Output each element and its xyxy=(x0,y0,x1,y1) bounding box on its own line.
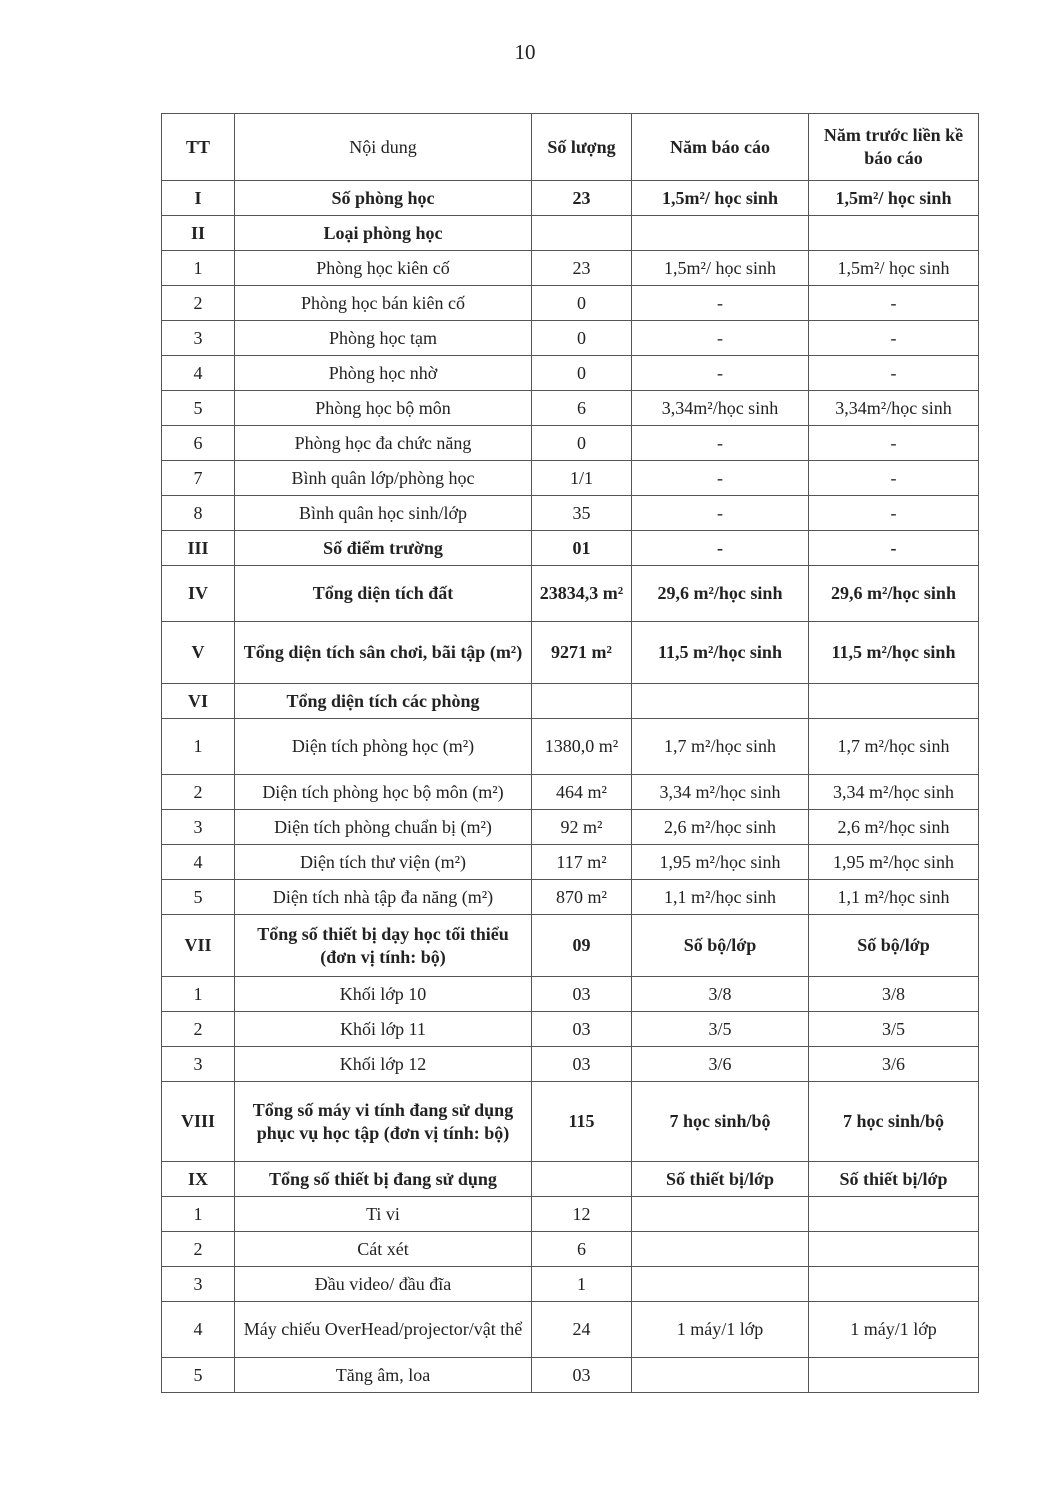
cell-report-year: - xyxy=(632,356,809,391)
table-row xyxy=(162,1267,979,1302)
cell-quantity: 12 xyxy=(532,1197,632,1232)
cell-tt: V xyxy=(162,622,235,684)
table-row xyxy=(162,915,979,977)
cell-previous-year: 2,6 m²/học sinh xyxy=(809,810,979,845)
cell-previous-year: Số thiết bị/lớp xyxy=(809,1162,979,1197)
cell-quantity: 03 xyxy=(532,977,632,1012)
header-content: Nội dung xyxy=(235,114,532,181)
cell-quantity xyxy=(532,684,632,719)
cell-content: Tổng số thiết bị đang sử dụng xyxy=(235,1162,532,1197)
header-report-year: Năm báo cáo xyxy=(632,114,809,181)
cell-quantity: 464 m² xyxy=(532,775,632,810)
cell-report-year: 11,5 m²/học sinh xyxy=(632,622,809,684)
cell-content: Phòng học bán kiên cố xyxy=(235,286,532,321)
table-row xyxy=(162,1358,979,1393)
cell-tt: 3 xyxy=(162,321,235,356)
table-row xyxy=(162,1197,979,1232)
header-quantity: Số lượng xyxy=(532,114,632,181)
cell-report-year: 3/6 xyxy=(632,1047,809,1082)
cell-tt: 5 xyxy=(162,880,235,915)
cell-quantity: 9271 m² xyxy=(532,622,632,684)
cell-report-year: 3/8 xyxy=(632,977,809,1012)
cell-report-year: 2,6 m²/học sinh xyxy=(632,810,809,845)
cell-previous-year: - xyxy=(809,321,979,356)
cell-tt: VII xyxy=(162,915,235,977)
table-row xyxy=(162,566,979,622)
cell-tt: I xyxy=(162,181,235,216)
cell-content: Phòng học nhờ xyxy=(235,356,532,391)
cell-content: Tổng số thiết bị dạy học tối thiểu (đơn vị tính: bộ) xyxy=(235,915,532,977)
cell-quantity: 117 m² xyxy=(532,845,632,880)
cell-tt: 6 xyxy=(162,426,235,461)
cell-report-year xyxy=(632,1358,809,1393)
cell-tt: 5 xyxy=(162,1358,235,1393)
cell-tt: 8 xyxy=(162,496,235,531)
cell-content: Tổng diện tích các phòng xyxy=(235,684,532,719)
table-row xyxy=(162,775,979,810)
table-row xyxy=(162,356,979,391)
cell-content: Tổng diện tích sân chơi, bãi tập (m²) xyxy=(235,622,532,684)
cell-previous-year: - xyxy=(809,426,979,461)
cell-content: Phòng học kiên cố xyxy=(235,251,532,286)
cell-quantity: 1380,0 m² xyxy=(532,719,632,775)
cell-tt: 1 xyxy=(162,977,235,1012)
cell-previous-year xyxy=(809,1232,979,1267)
cell-tt: 1 xyxy=(162,719,235,775)
cell-content: Số điểm trường xyxy=(235,531,532,566)
table-row xyxy=(162,286,979,321)
table-row xyxy=(162,1012,979,1047)
table-row xyxy=(162,461,979,496)
cell-quantity: 23834,3 m² xyxy=(532,566,632,622)
cell-content: Tổng số máy vi tính đang sử dụng phục vụ học tập (đơn vị tính: bộ) xyxy=(235,1082,532,1162)
cell-content: Phòng học tạm xyxy=(235,321,532,356)
table-header-row xyxy=(162,114,979,181)
cell-quantity xyxy=(532,1162,632,1197)
table-row xyxy=(162,496,979,531)
cell-previous-year: 3/6 xyxy=(809,1047,979,1082)
table-row xyxy=(162,684,979,719)
cell-quantity: 03 xyxy=(532,1012,632,1047)
cell-tt: 5 xyxy=(162,391,235,426)
cell-previous-year xyxy=(809,1197,979,1232)
table-row xyxy=(162,426,979,461)
cell-content: Tổng diện tích đất xyxy=(235,566,532,622)
cell-previous-year xyxy=(809,684,979,719)
cell-quantity: 870 m² xyxy=(532,880,632,915)
cell-report-year xyxy=(632,1232,809,1267)
cell-report-year xyxy=(632,1197,809,1232)
cell-quantity: 0 xyxy=(532,286,632,321)
cell-tt: 4 xyxy=(162,356,235,391)
cell-quantity: 03 xyxy=(532,1047,632,1082)
cell-previous-year: - xyxy=(809,531,979,566)
cell-previous-year: 1,95 m²/học sinh xyxy=(809,845,979,880)
cell-content: Đầu video/ đầu đĩa xyxy=(235,1267,532,1302)
cell-tt: 2 xyxy=(162,1232,235,1267)
cell-report-year: - xyxy=(632,531,809,566)
cell-quantity: 0 xyxy=(532,321,632,356)
table-row xyxy=(162,391,979,426)
cell-report-year: - xyxy=(632,496,809,531)
cell-quantity: 6 xyxy=(532,1232,632,1267)
table-row xyxy=(162,622,979,684)
cell-tt: IX xyxy=(162,1162,235,1197)
table-row xyxy=(162,1082,979,1162)
table-row xyxy=(162,1162,979,1197)
cell-previous-year: 1,5m²/ học sinh xyxy=(809,181,979,216)
cell-previous-year xyxy=(809,1358,979,1393)
cell-previous-year: - xyxy=(809,286,979,321)
cell-report-year: 1,5m²/ học sinh xyxy=(632,251,809,286)
cell-content: Diện tích thư viện (m²) xyxy=(235,845,532,880)
header-previous-year: Năm trước liền kề báo cáo xyxy=(809,114,979,181)
table-row xyxy=(162,216,979,251)
cell-tt: II xyxy=(162,216,235,251)
cell-content: Khối lớp 11 xyxy=(235,1012,532,1047)
table-row xyxy=(162,977,979,1012)
cell-report-year: 1 máy/1 lớp xyxy=(632,1302,809,1358)
table-row xyxy=(162,321,979,356)
cell-report-year xyxy=(632,684,809,719)
cell-tt: VI xyxy=(162,684,235,719)
cell-previous-year: 3,34 m²/học sinh xyxy=(809,775,979,810)
cell-quantity: 0 xyxy=(532,426,632,461)
cell-previous-year: 29,6 m²/học sinh xyxy=(809,566,979,622)
cell-content: Ti vi xyxy=(235,1197,532,1232)
cell-previous-year: 1,1 m²/học sinh xyxy=(809,880,979,915)
cell-quantity: 6 xyxy=(532,391,632,426)
cell-content: Bình quân lớp/phòng học xyxy=(235,461,532,496)
cell-previous-year: - xyxy=(809,356,979,391)
cell-content: Cát xét xyxy=(235,1232,532,1267)
cell-tt: 2 xyxy=(162,775,235,810)
cell-tt: 3 xyxy=(162,1047,235,1082)
cell-report-year: - xyxy=(632,426,809,461)
table-row xyxy=(162,880,979,915)
cell-tt: 3 xyxy=(162,810,235,845)
cell-quantity: 92 m² xyxy=(532,810,632,845)
cell-tt: IV xyxy=(162,566,235,622)
cell-content: Phòng học bộ môn xyxy=(235,391,532,426)
cell-report-year: 3/5 xyxy=(632,1012,809,1047)
cell-report-year: 7 học sinh/bộ xyxy=(632,1082,809,1162)
cell-previous-year: 7 học sinh/bộ xyxy=(809,1082,979,1162)
cell-tt: 4 xyxy=(162,845,235,880)
table-row xyxy=(162,251,979,286)
page-number: 10 xyxy=(514,40,536,64)
cell-content: Diện tích phòng học (m²) xyxy=(235,719,532,775)
cell-report-year: 1,95 m²/học sinh xyxy=(632,845,809,880)
cell-content: Khối lớp 12 xyxy=(235,1047,532,1082)
cell-report-year: 29,6 m²/học sinh xyxy=(632,566,809,622)
cell-report-year: - xyxy=(632,321,809,356)
cell-report-year: 1,1 m²/học sinh xyxy=(632,880,809,915)
cell-tt: 1 xyxy=(162,251,235,286)
cell-tt: VIII xyxy=(162,1082,235,1162)
cell-content: Diện tích phòng chuẩn bị (m²) xyxy=(235,810,532,845)
cell-report-year xyxy=(632,1267,809,1302)
table-row xyxy=(162,810,979,845)
cell-report-year xyxy=(632,216,809,251)
cell-content: Tăng âm, loa xyxy=(235,1358,532,1393)
cell-report-year: 3,34 m²/học sinh xyxy=(632,775,809,810)
cell-tt: 3 xyxy=(162,1267,235,1302)
cell-previous-year: - xyxy=(809,496,979,531)
cell-content: Phòng học đa chức năng xyxy=(235,426,532,461)
cell-quantity: 24 xyxy=(532,1302,632,1358)
cell-quantity: 115 xyxy=(532,1082,632,1162)
cell-content: Diện tích nhà tập đa năng (m²) xyxy=(235,880,532,915)
cell-previous-year: 3,34m²/học sinh xyxy=(809,391,979,426)
header-tt: TT xyxy=(162,114,235,181)
cell-previous-year: 1 máy/1 lớp xyxy=(809,1302,979,1358)
cell-quantity: 23 xyxy=(532,251,632,286)
cell-previous-year: 1,7 m²/học sinh xyxy=(809,719,979,775)
cell-report-year: - xyxy=(632,461,809,496)
cell-content: Bình quân học sinh/lớp xyxy=(235,496,532,531)
cell-previous-year: 11,5 m²/học sinh xyxy=(809,622,979,684)
table-row xyxy=(162,1047,979,1082)
cell-content: Loại phòng học xyxy=(235,216,532,251)
table-row xyxy=(162,181,979,216)
cell-quantity: 09 xyxy=(532,915,632,977)
table-row xyxy=(162,719,979,775)
cell-tt: 2 xyxy=(162,1012,235,1047)
cell-previous-year xyxy=(809,216,979,251)
cell-content: Diện tích phòng học bộ môn (m²) xyxy=(235,775,532,810)
cell-quantity: 03 xyxy=(532,1358,632,1393)
cell-previous-year: - xyxy=(809,461,979,496)
table-row xyxy=(162,1302,979,1358)
cell-previous-year: 3/8 xyxy=(809,977,979,1012)
cell-previous-year: 3/5 xyxy=(809,1012,979,1047)
cell-content: Máy chiếu OverHead/projector/vật thể xyxy=(235,1302,532,1358)
cell-quantity: 23 xyxy=(532,181,632,216)
cell-previous-year xyxy=(809,1267,979,1302)
cell-content: Khối lớp 10 xyxy=(235,977,532,1012)
cell-tt: 4 xyxy=(162,1302,235,1358)
facilities-table xyxy=(161,113,979,1393)
cell-report-year: Số bộ/lớp xyxy=(632,915,809,977)
cell-report-year: Số thiết bị/lớp xyxy=(632,1162,809,1197)
cell-tt: 1 xyxy=(162,1197,235,1232)
cell-content: Số phòng học xyxy=(235,181,532,216)
cell-previous-year: Số bộ/lớp xyxy=(809,915,979,977)
table-row xyxy=(162,845,979,880)
cell-quantity: 35 xyxy=(532,496,632,531)
cell-report-year: - xyxy=(632,286,809,321)
cell-report-year: 1,7 m²/học sinh xyxy=(632,719,809,775)
cell-tt: 7 xyxy=(162,461,235,496)
cell-report-year: 1,5m²/ học sinh xyxy=(632,181,809,216)
table-row xyxy=(162,1232,979,1267)
cell-quantity: 0 xyxy=(532,356,632,391)
table-row xyxy=(162,531,979,566)
cell-tt: III xyxy=(162,531,235,566)
cell-report-year: 3,34m²/học sinh xyxy=(632,391,809,426)
cell-quantity xyxy=(532,216,632,251)
cell-previous-year: 1,5m²/ học sinh xyxy=(809,251,979,286)
cell-quantity: 01 xyxy=(532,531,632,566)
cell-quantity: 1/1 xyxy=(532,461,632,496)
cell-quantity: 1 xyxy=(532,1267,632,1302)
cell-tt: 2 xyxy=(162,286,235,321)
